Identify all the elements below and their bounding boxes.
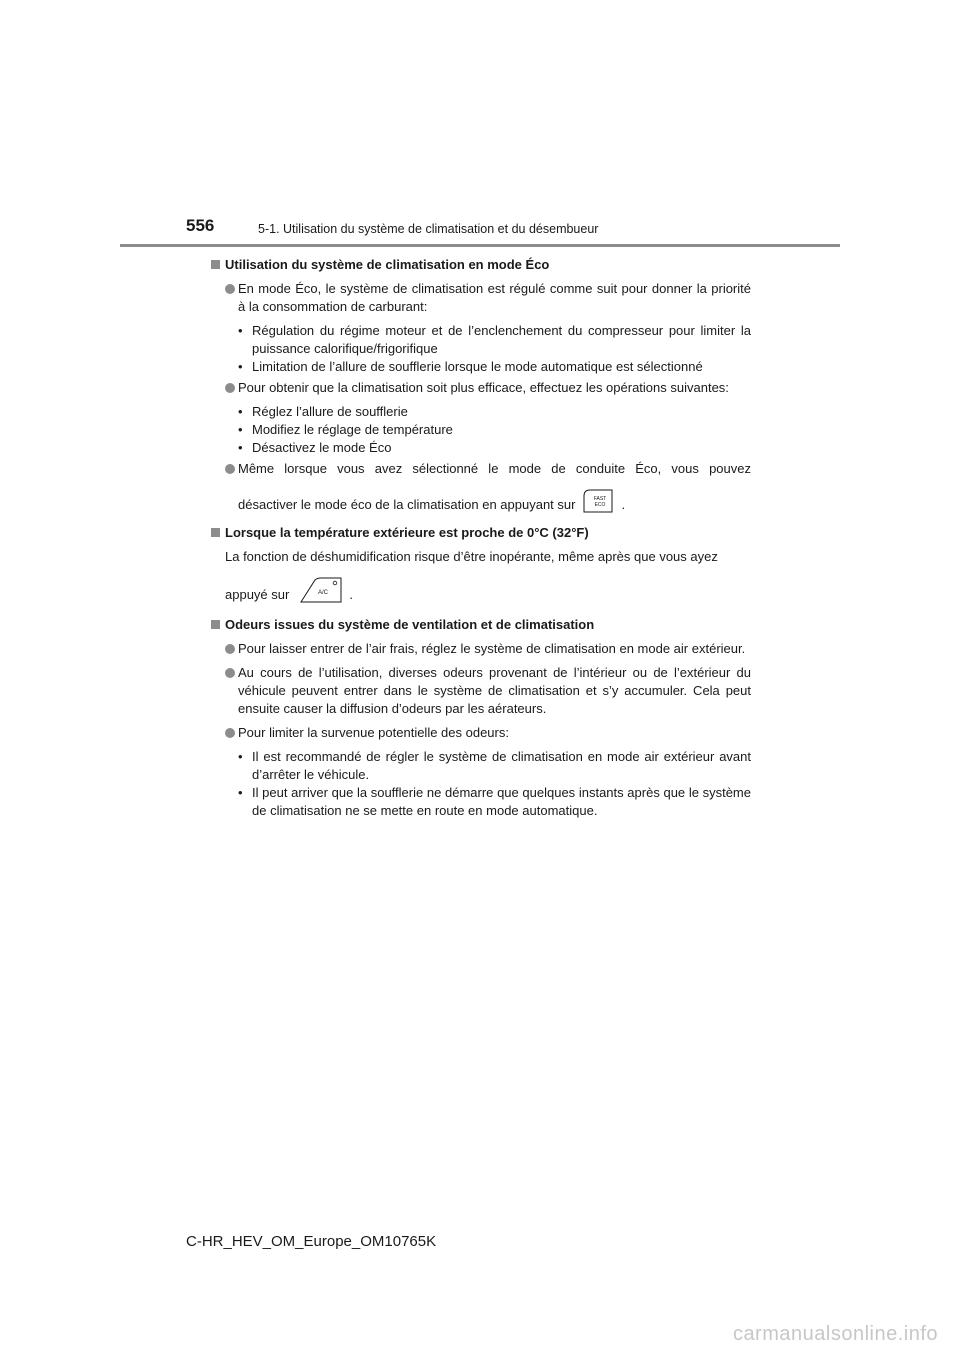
- eco-bullet-1-text: En mode Éco, le système de climatisation est régulé comme suit pour donner la priorité à la consommation de carburant:: [238, 281, 751, 314]
- eco-bullet-1-sub-1: Régulation du régime moteur et de l’enclenchement du compresseur pour limiter la puissance calorifique/frigorifique: [252, 323, 751, 356]
- ac-button-icon: [299, 576, 343, 604]
- eco-heading-text: Utilisation du système de climatisation en mode Éco: [225, 257, 550, 272]
- watermark[interactable]: carmanualsonline.info: [732, 1323, 938, 1345]
- list-item: [211, 640, 751, 658]
- dot-marker: •: [238, 404, 243, 419]
- sub-list-item: [211, 784, 751, 820]
- odeurs-bullet-3-sub-1: Il est recommandé de régler le système de climatisation en mode air extérieur avant d’arrêter le véhicule.: [252, 749, 751, 782]
- sub-list-item: [211, 403, 751, 421]
- round-bullet-icon: [225, 728, 235, 738]
- list-item: [211, 379, 751, 397]
- odeurs-bullet-3-text: Pour limiter la survenue potentielle des odeurs:: [238, 725, 509, 740]
- square-bullet-icon: [211, 528, 220, 537]
- list-item: [211, 724, 751, 742]
- sub-list-item: [211, 439, 751, 457]
- sub-list-item: [211, 748, 751, 784]
- section-title: 5-1. Utilisation du système de climatisation et du désembueur: [258, 222, 599, 236]
- page-number: 556: [186, 216, 215, 235]
- list-item: [211, 664, 751, 718]
- sub-list-item: [211, 421, 751, 439]
- list-item: [211, 280, 751, 316]
- round-bullet-icon: [225, 668, 235, 678]
- fast-eco-button-icon: [581, 488, 615, 514]
- footer-doc-id: C-HR_HEV_OM_Europe_OM10765K: [186, 1233, 437, 1250]
- sub-list-item: [211, 322, 751, 358]
- temp-heading-text: Lorsque la température extérieure est proche de 0°C (32°F): [225, 525, 589, 540]
- eco-bullet-3-line-1: Même lorsque vous avez sélectionné le mode de conduite Éco, vous pouvez: [238, 461, 751, 476]
- eco-bullet-3-end: .: [621, 497, 626, 512]
- round-bullet-icon: [225, 644, 235, 654]
- eco-bullet-2-sub-2: Modifiez le réglage de température: [252, 422, 453, 437]
- sub-list-item: [211, 358, 751, 376]
- dot-marker: •: [238, 749, 243, 764]
- header-rule: [120, 244, 840, 247]
- eco-bullet-2-text: Pour obtenir que la climatisation soit plus efficace, effectuez les opérations suivantes:: [238, 380, 729, 395]
- dot-marker: •: [238, 422, 243, 437]
- page-content: [211, 256, 751, 823]
- temp-heading: [211, 524, 751, 542]
- round-bullet-icon: [225, 284, 235, 294]
- eco-heading: [211, 256, 751, 274]
- eco-bullet-2-sub-3: Désactivez le mode Éco: [252, 440, 392, 455]
- eco-bullet-1-sub-2: Limitation de l’allure de soufflerie lorsque le mode automatique est sélectionné: [252, 359, 703, 374]
- fast-eco-btn-bottom: ECO: [595, 502, 606, 508]
- odeurs-bullet-3-sub-2: Il peut arriver que la soufflerie ne démarre que quelques instants après que le système de climatisation ne se mette en route en mode automatique.: [252, 785, 751, 818]
- odeurs-bullet-1-text: Pour laisser entrer de l’air frais, réglez le système de climatisation en mode air extérieur.: [238, 641, 746, 656]
- list-item: [211, 460, 751, 514]
- square-bullet-icon: [211, 620, 220, 629]
- ac-btn-label: A/C: [318, 590, 329, 596]
- round-bullet-icon: [225, 464, 235, 474]
- square-bullet-icon: [211, 260, 220, 269]
- odeurs-heading: [211, 616, 751, 634]
- fast-eco-btn-top: FAST: [594, 496, 607, 502]
- temp-text-line-1: La fonction de déshumidification risque d’être inopérante, même après que vous ayez: [225, 549, 718, 564]
- odeurs-heading-text: Odeurs issues du système de ventilation et de climatisation: [225, 617, 595, 632]
- dot-marker: •: [238, 359, 243, 374]
- dot-marker: •: [238, 440, 243, 455]
- temp-text-line-2: appuyé sur: [225, 587, 290, 602]
- eco-bullet-2-sub-1: Réglez l’allure de soufflerie: [252, 404, 408, 419]
- temp-text-end: .: [349, 587, 353, 602]
- odeurs-bullet-2-text: Au cours de l’utilisation, diverses odeurs provenant de l’intérieur ou de l’extérieur du véhicule peuvent entrer dans le système de climatisation et s’y accumuler. Cela peut ensuite causer la diffusion d’odeurs par les aérateurs.: [238, 665, 751, 716]
- round-bullet-icon: [225, 383, 235, 393]
- dot-marker: •: [238, 785, 243, 800]
- temp-paragraph: [211, 548, 751, 604]
- dot-marker: •: [238, 323, 243, 338]
- eco-bullet-3-line-2: désactiver le mode éco de la climatisation en appuyant sur: [238, 497, 576, 512]
